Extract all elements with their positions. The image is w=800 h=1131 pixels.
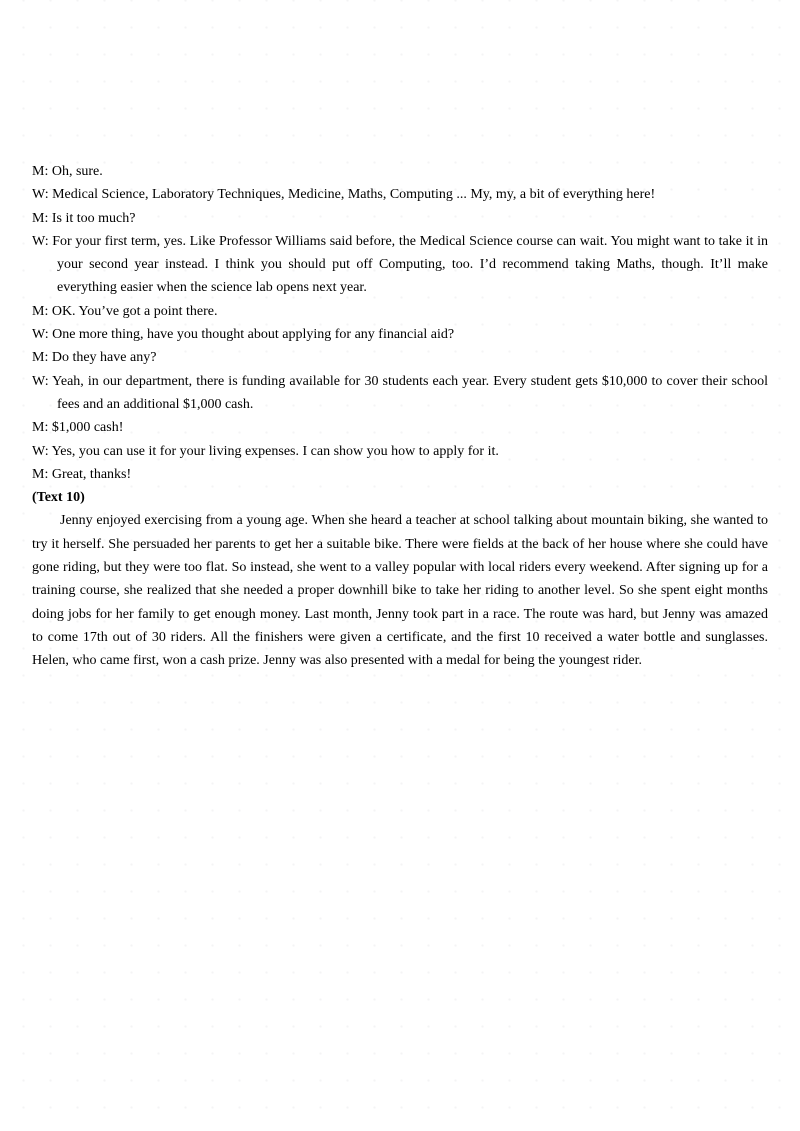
dialogue-line: W: For your first term, yes. Like Professor Williams said before, the Medical Science course can wait. You might want to take it in your second year instead. I think you should put off Computing, too. I’d recommend taking Maths, though. It’ll make everything easier when the science lab opens next year. xyxy=(32,233,768,296)
dialogue-section xyxy=(32,160,768,486)
dialogue-line: W: One more thing, have you thought about applying for any financial aid? xyxy=(32,327,455,343)
dialogue-line: M: Great, thanks! xyxy=(32,466,132,482)
dialogue-line: M: Oh, sure. xyxy=(32,164,103,179)
passage-paragraph: Jenny enjoyed exercising from a young age. When she heard a teacher at school talking about mountain biking, she wanted to try it herself. She persuaded her parents to get her a suitable bike. There were fields at the back of her house where she could have gone riding, but they were too flat. So instead, she went to a valley popular with local riders every weekend. After signing up for a training course, she realized that she needed a proper downhill bike to take her riding to another level. So she spent eight months doing jobs for her family to get enough money. Last month, Jenny took part in a race. The route was hard, but Jenny was amazed to come 17th out of 30 riders. All the finishers were given a certificate, and the first 10 received a water bottle and sunglasses. Helen, who came first, won a cash prize. Jenny was also presented with a medal for being the youngest rider. xyxy=(32,513,768,669)
dialogue-line: W: Medical Science, Laboratory Techniques, Medicine, Maths, Computing ... My, my, a bit of everything here! xyxy=(32,187,656,203)
dialogue-line: M: OK. You’ve got a point there. xyxy=(32,303,218,319)
section-heading: (Text 10) xyxy=(32,490,85,506)
dialogue-line: M: $1,000 cash! xyxy=(32,420,124,436)
dialogue-line: M: Is it too much? xyxy=(32,210,136,226)
dialogue-line: W: Yeah, in our department, there is funding available for 30 students each year. Every student gets $10,000 to cover their school fees and an additional $1,000 cash. xyxy=(32,373,768,412)
page-content xyxy=(32,160,768,673)
dialogue-line: M: Do they have any? xyxy=(32,350,157,366)
dialogue-line: W: Yes, you can use it for your living expenses. I can show you how to apply for it. xyxy=(32,443,499,459)
